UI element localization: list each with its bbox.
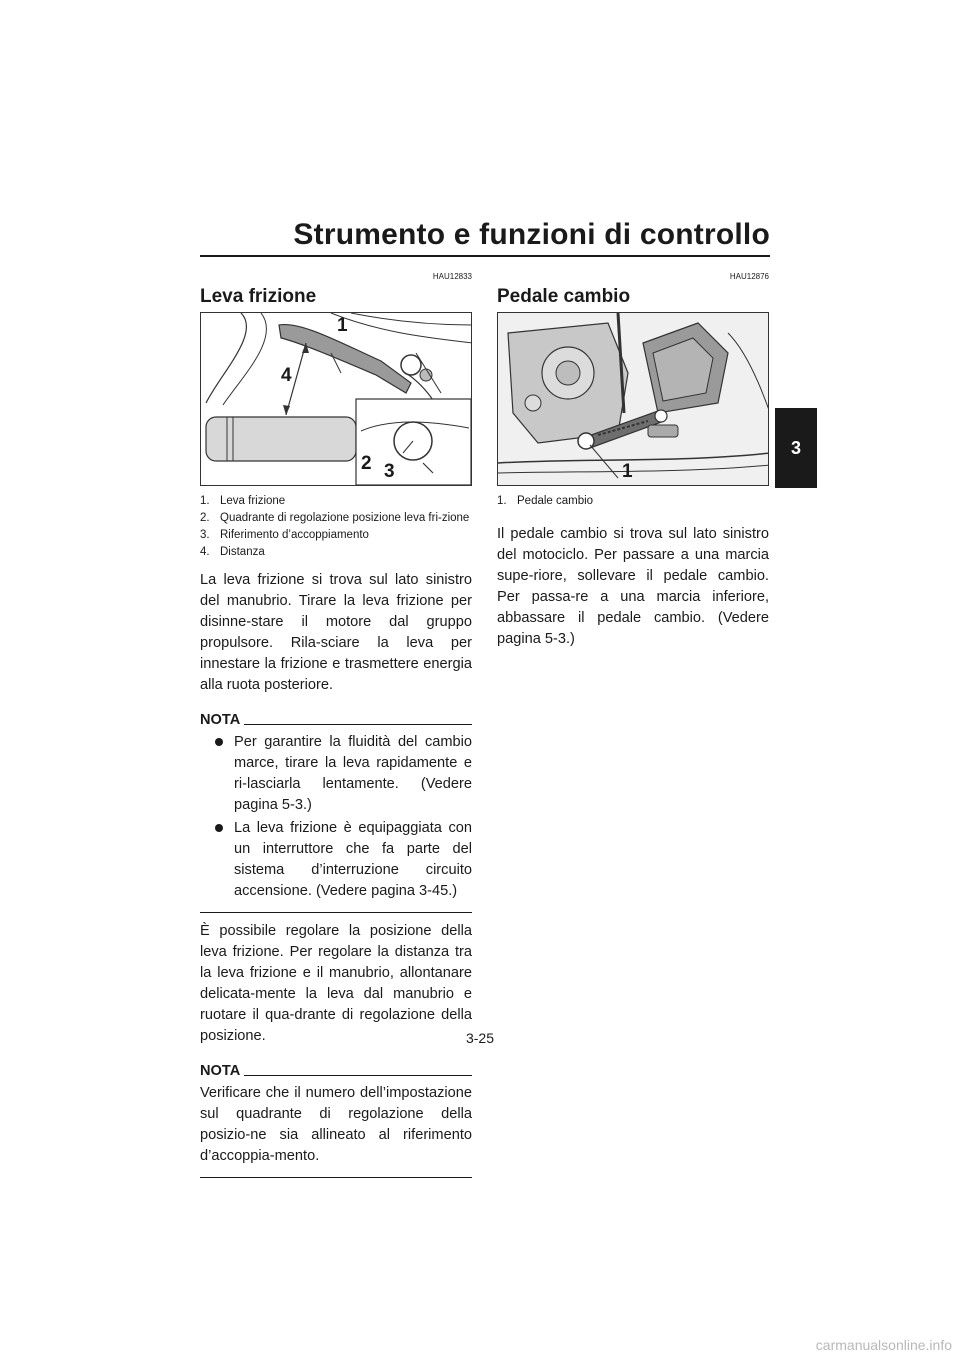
section-code: HAU12876 [729, 272, 769, 281]
watermark-text: carmanualsonline.info [815, 1337, 952, 1353]
section-heading-clutch-lever: Leva frizione [200, 286, 317, 307]
figure-caption-list [497, 493, 769, 510]
caption-item: 4. Distanza [200, 546, 265, 558]
bullet-icon [215, 824, 223, 832]
bullet-item: Per garantire la fluidità del cambio marce, tirare la leva rapidamente e ri-lasciarla lentamente. (Vedere pagina 5-3.) [210, 732, 472, 816]
nota-label: NOTA [200, 1063, 241, 1079]
page-header-title: Strumento e funzioni di controllo [293, 218, 770, 251]
caption-item: 3. Riferimento d’accoppiamento [200, 529, 369, 541]
right-column [497, 270, 769, 650]
nota-header [200, 708, 472, 728]
bullet-item: La leva frizione è equipaggiata con un interruttore che fa parte del sistema d’interruzione circuito accensione. (Vedere pagina 3-45.) [210, 818, 472, 902]
shift-pedal-illustration [497, 312, 769, 486]
nota-box [200, 1059, 472, 1178]
nota-end-rule [200, 912, 472, 913]
section-heading-shift-pedal: Pedale cambio [497, 286, 631, 307]
figure-callout-1: 1 [337, 315, 348, 336]
caption-item: 1. Pedale cambio [497, 495, 594, 507]
figure-caption-list [200, 493, 472, 561]
nota-box [200, 708, 472, 913]
figure-callout-2: 2 [361, 453, 372, 474]
clutch-lever-drawing [201, 313, 472, 486]
nota-header [200, 1059, 472, 1079]
body-paragraph: La leva frizione si trova sul lato sinistro del manubrio. Tirare la leva frizione per disinne-stare il motore dal gruppo propulsore. Rila-sciare la leva per innestare la frizione e trasmettere energia alla ruota posteriore. [200, 572, 472, 693]
body-paragraph: È possibile regolare la posizione della leva frizione. Per regolare la distanza tra la leva frizione e il manubrio, allontanare delicata-mente la leva dal manubrio e ruotare il qua-drante di regolazione della posizione. [200, 923, 472, 1044]
nota-rule [244, 1075, 472, 1076]
nota-text: Verificare che il numero dell’impostazione sul quadrante di regolazione della posizio-ne sia allineato al riferimento d’accoppia-mento. [200, 1085, 472, 1164]
nota-rule [244, 724, 472, 725]
caption-item: 1. Leva frizione [200, 495, 286, 507]
clutch-lever-illustration [200, 312, 472, 486]
section-code: HAU12833 [432, 272, 472, 281]
nota-label: NOTA [200, 712, 241, 728]
header-rule [200, 255, 770, 257]
shift-pedal-drawing [498, 313, 769, 486]
figure-callout-4: 4 [281, 365, 292, 386]
caption-item: 2. Quadrante di regolazione posizione leva fri-zione [200, 512, 470, 524]
figure-callout-3: 3 [384, 461, 395, 482]
page-number: 3-25 [465, 1030, 495, 1046]
chapter-tab: 3 [775, 408, 817, 488]
body-paragraph: Il pedale cambio si trova sul lato sinistro del motociclo. Per passare a una marcia supe-riore, sollevare il pedale cambio. Per passa-re a una marcia inferiore, abbassare il pedale cambio. (Vedere pagina 5-3.) [497, 526, 769, 647]
figure-callout-1: 1 [622, 461, 633, 482]
nota-bullet-list [200, 732, 472, 902]
nota-end-rule [200, 1177, 472, 1178]
bullet-icon [215, 738, 223, 746]
